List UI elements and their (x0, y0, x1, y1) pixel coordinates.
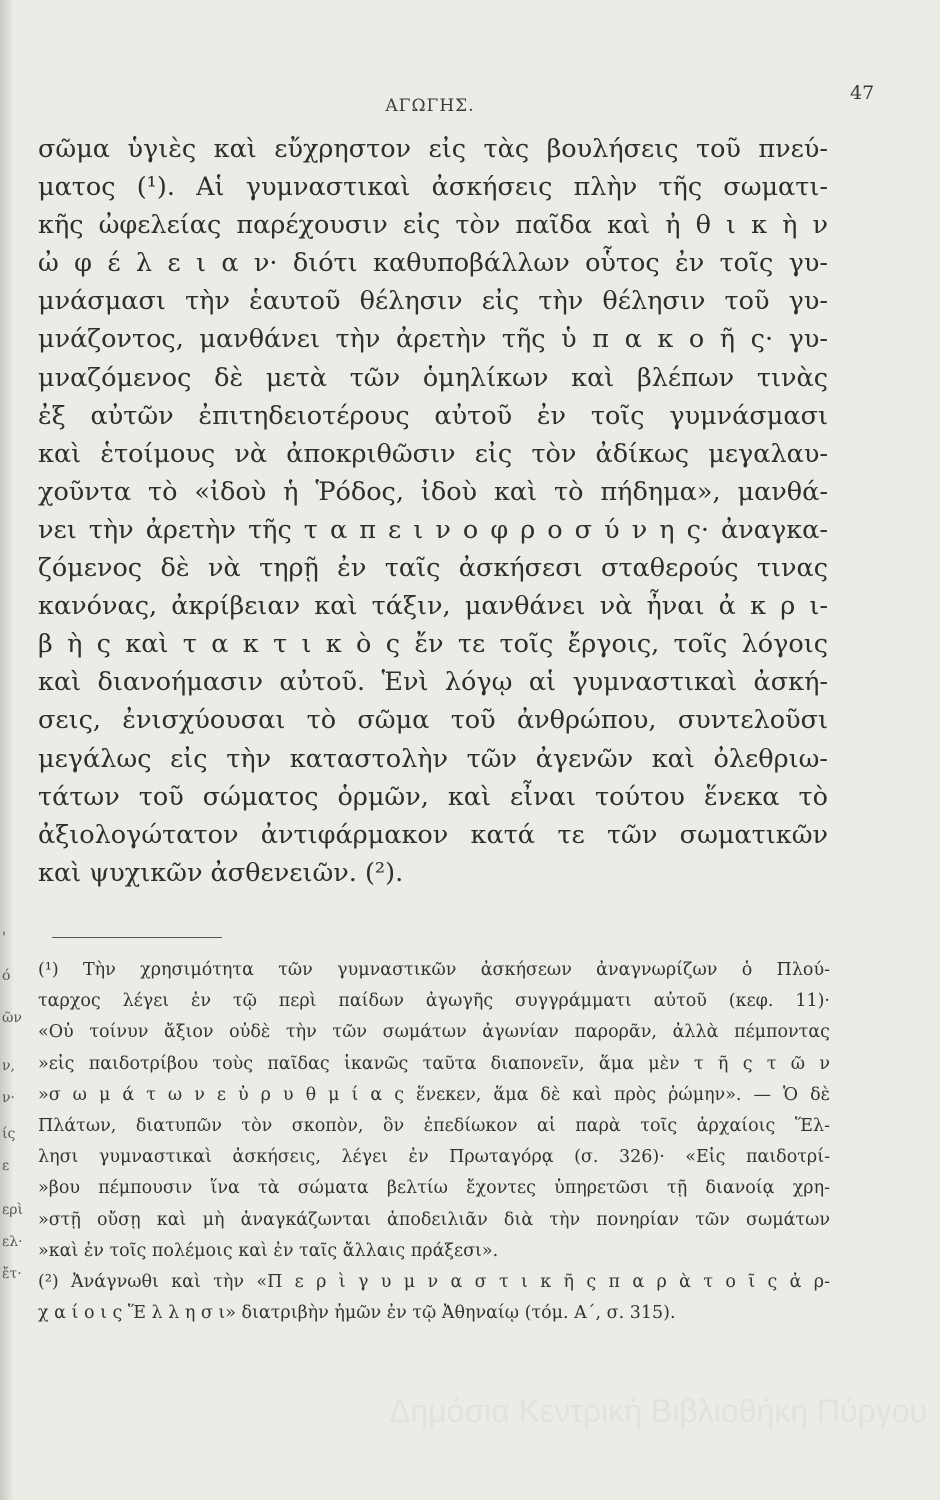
footnote-line: «Οὐ τοίνυν ἄξιον οὐδὲ τὴν τῶν σωμάτων ἀγωνίαν παρορᾶν, ἀλλὰ πέμποντας (38, 1022, 830, 1043)
text-line: μνάζοντος, μανθάνει τὴν ἀρετὴν τῆς ὑ π α κ ο ῆ ς· γυ- (38, 324, 828, 355)
main-text (38, 130, 828, 892)
text-line: ἐξ αὐτῶν ἐπιτηδειοτέρους αὐτοῦ ἐν τοῖς γυμνάσμασι (38, 400, 828, 431)
edge-fragment: ερὶ (2, 1202, 23, 1218)
footnote-line: χ α ί ο ι ς Ἕ λ λ η σ ι» διατριβὴν ἡμῶν ἐν τῷ Ἀθηναίῳ (τόμ. Α΄, σ. 315). (38, 1303, 676, 1324)
footnote-line: Πλάτων, διατυπῶν τὸν σκοπὸν, ὃν ἐπεδίωκον αἱ παρὰ τοῖς ἀρχαίοις Ἕλ- (38, 1115, 830, 1136)
text-line: καὶ διανοήμασιν αὐτοῦ. Ἑνὶ λόγῳ αἱ γυμναστικαὶ ἀσκή- (38, 667, 828, 698)
text-line: καὶ ἑτοίμους νὰ ἀποκριθῶσιν εἰς τὸν ἀδίκως μεγαλαυ- (38, 438, 828, 469)
footnote-line: ταρχος λέγει ἐν τῷ περὶ παίδων ἀγωγῆς συγγράμματι αὐτοῦ (κεφ. 11)· (38, 991, 830, 1012)
text-line: μναζόμενος δὲ μετὰ τῶν ὁμηλίκων καὶ βλέπων τινὰς (38, 362, 828, 393)
text-line: σεις, ἐνισχύουσαι τὸ σῶμα τοῦ ἀνθρώπου, συντελοῦσι (38, 705, 828, 736)
footnote-line: »στῇ οὔσῃ καὶ μὴ ἀναγκάζωνται ἀποδειλιᾶν διὰ τὴν πονηρίαν τῶν σωμάτων (38, 1209, 830, 1230)
text-line: ματος (¹). Αἱ γυμναστικαὶ ἀσκήσεις πλὴν τῆς σωματι- (38, 172, 828, 203)
footnote-line: »σ ω μ ά τ ω ν ε ὐ ρ υ θ μ ί α ς ἕνεκεν, ἅμα δὲ καὶ πρὸς ῥώμην». — Ὁ δὲ (38, 1084, 830, 1105)
running-title: ΑΓΩΓΗΣ. (385, 96, 475, 116)
edge-fragment: ῶν (2, 1010, 22, 1026)
text-line: τάτων τοῦ σώματος ὁρμῶν, καὶ εἶναι τούτου ἕνεκα τὸ (38, 781, 828, 812)
edge-fragment: ίς (2, 1126, 16, 1142)
text-line: ὠ φ έ λ ε ι α ν· διότι καθυποβάλλων οὗτος ἐν τοῖς γυ- (38, 248, 828, 279)
footnote-line: »βου πέμπουσιν ἵνα τὰ σώματα βελτίω ἔχοντες ὑπηρετῶσι τῇ διανοίᾳ χρη- (38, 1178, 830, 1199)
edge-fragment: ν, (2, 1058, 15, 1074)
text-line: ἀξιολογώτατον ἀντιφάρμακον κατά τε τῶν σωματικῶν (38, 819, 828, 850)
footnote-line: (²) Ἀνάγνωθι καὶ τὴν «Π ε ρ ὶ γ υ μ ν α σ τ ι κ ῆ ς π α ρ ὰ τ ο ῖ ς ἀ ρ- (38, 1271, 830, 1292)
edge-fragment: ' (2, 930, 6, 946)
library-watermark: Δημόσια Κεντρική Βιβλιοθήκη Πύργου (388, 1393, 927, 1429)
text-line: νει τὴν ἀρετὴν τῆς τ α π ε ι ν ο φ ρ ο σ ύ ν η ς· ἀναγκα- (38, 514, 828, 545)
edge-fragment: ν· (2, 1090, 15, 1106)
text-line: ζόμενος δὲ νὰ τηρῇ ἐν ταῖς ἀσκήσεσι σταθερούς τινας (38, 553, 828, 584)
text-line: κανόνας, ἀκρίβειαν καὶ τάξιν, μανθάνει νὰ ἦναι ἀ κ ρ ι- (38, 591, 828, 622)
footnotes (38, 955, 830, 1329)
page-number: 47 (850, 82, 875, 104)
footnote-line: »εἰς παιδοτρίβου τοὺς παῖδας ἱκανῶς ταῦτα διαπονεῖν, ἅμα μὲν τ ῆ ς τ ῶ ν (38, 1053, 830, 1074)
footnote-line: λησι γυμναστικαὶ ἀσκήσεις, λέγει ἐν Πρωταγόρᾳ (σ. 326)· «Εἰς παιδοτρί- (38, 1147, 830, 1168)
text-line: κῆς ὠφελείας παρέχουσιν εἰς τὸν παῖδα καὶ ἠ θ ι κ ὴ ν (38, 210, 828, 241)
footnote-line: »καὶ ἐν τοῖς πολέμοις καὶ ἐν ταῖς ἄλλαις πράξεσι». (38, 1240, 499, 1261)
text-line: χοῦντα τὸ «ἰδοὺ ἡ Ῥόδος, ἰδοὺ καὶ τὸ πήδημα», μανθά- (38, 476, 828, 507)
text-line: σῶμα ὑγιὲς καὶ εὔχρηστον εἰς τὰς βουλήσεις τοῦ πνεύ- (38, 134, 828, 164)
text-line: καὶ ψυχικῶν ἀσθενειῶν. (²). (38, 857, 404, 888)
text-line: β ὴ ς καὶ τ α κ τ ι κ ὸ ς ἔν τε τοῖς ἔργοις, τοῖς λόγοις (38, 629, 828, 660)
edge-fragment: ἔτ· (2, 1266, 22, 1282)
footnote-line: (¹) Τὴν χρησιμότητα τῶν γυμναστικῶν ἀσκήσεων ἀναγνωρίζων ὁ Πλού- (38, 960, 830, 980)
text-line: μνάσμασι τὴν ἑαυτοῦ θέλησιν εἰς τὴν θέλησιν τοῦ γυ- (38, 286, 828, 317)
edge-fragment: ε (2, 1158, 10, 1174)
edge-fragment: ελ· (2, 1234, 23, 1250)
text-line: μεγάλως εἰς τὴν καταστολὴν τῶν ἀγενῶν καὶ ὀλεθριω- (38, 743, 828, 774)
edge-fragment: ό (2, 968, 11, 984)
footnote-separator (52, 937, 222, 938)
